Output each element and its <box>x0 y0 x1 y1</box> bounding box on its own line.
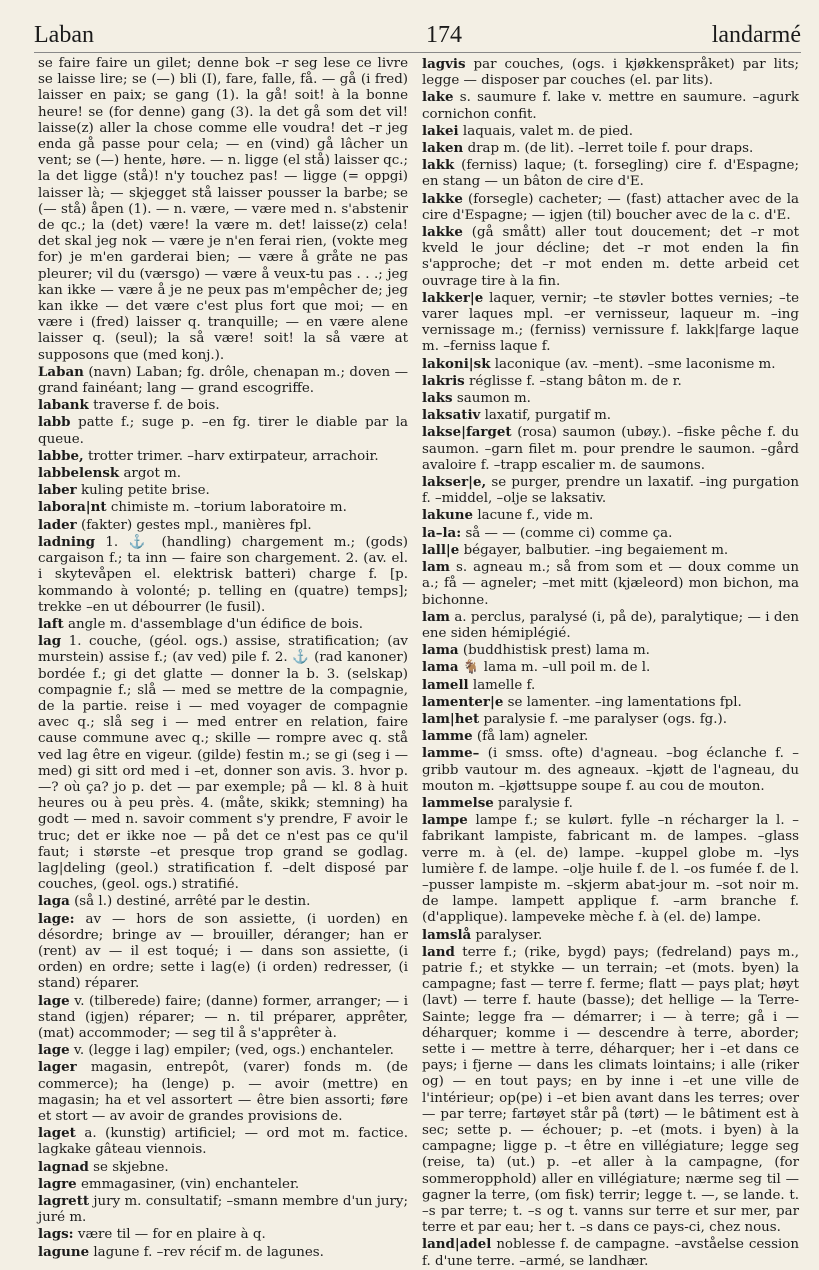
entry-definition: chimiste m. –torium laboratoire m. <box>110 500 347 516</box>
entry-definition: laxatif, purgatif m. <box>484 408 612 424</box>
entry-definition: (fakter) gestes mpl., manières fpl. <box>80 517 312 533</box>
entry-definition: s. saumure f. lake v. mettre en saumure. –agurk cornichon confit. <box>422 90 799 122</box>
entry-headword: laber <box>38 482 77 499</box>
dictionary-entry <box>422 290 799 356</box>
entry-headword: lakk <box>422 157 455 174</box>
entry-headword: la–la: <box>422 524 462 541</box>
dictionary-entry <box>422 542 799 559</box>
dictionary-entry <box>38 364 408 397</box>
entry-headword: lage <box>38 1042 70 1059</box>
entry-definition: (i smss. ofte) d'agneau. –bog éclanche f. –gribb vautour m. des agneaux. –kjøtt de l'agneau, du mouton m. –kjøttsuppe soupe f. au cou de mouton. <box>422 746 799 794</box>
entry-definition: lagune f. –rev récif m. de lagunes. <box>93 1244 324 1260</box>
entry-headword: lakke <box>422 224 463 241</box>
dictionary-entry <box>422 642 799 659</box>
entry-headword: lakke <box>422 190 463 207</box>
entry-headword: labank <box>38 397 89 414</box>
dictionary-entry <box>38 1193 408 1226</box>
entry-definition: laconique (av. –ment). –sme laconisme m. <box>494 356 776 372</box>
dictionary-entry <box>38 1042 408 1059</box>
dictionary-entry <box>422 56 799 89</box>
entry-definition: bégayer, balbutier. –ing begaiement m. <box>463 542 729 558</box>
entry-definition: (få lam) agneler. <box>476 729 589 745</box>
entry-headword: labbelensk <box>38 465 120 482</box>
dictionary-entry <box>38 1244 408 1261</box>
entry-definition: jury m. consultatif; –smann membre d'un jury; juré m. <box>38 1194 408 1226</box>
entry-definition: 🐐 lama m. –ull poil m. de l. <box>462 660 651 676</box>
entry-headword: laksativ <box>422 407 481 424</box>
dictionary-entry <box>422 123 799 140</box>
entry-definition: (gå smått) aller tout doucement; det –r mot kveld le jour décline; det –r mot enden la fin s'approche; det –r mot enden m. dette arbeid cet ouvrage tire à la fin. <box>422 225 799 289</box>
entry-definition: paralysie f. <box>498 795 573 811</box>
entry-definition: 1. couche, (géol. ogs.) assise, stratification; (av murstein) assise f.; (av ved) pile f. 2. ⚓ (rad kanoner) bordée f.; gi det glatte — donner la b. 3. (selskap) compagnie f.; slå — med se mettre de la compagnie, de la partie. reise i — med voyager de compagnie avec q.; slå seg i — med entrer en relation, faire cause commune avec q.; skille — rompre avec q. stå ved lag être en vigeur. (gilde) festin m.; se gi (seg i — med) gi sitt ord med i –et, donner son avis. 3. hvor p. —? où ça? jo p. det — par exemple; på — kl. 8 à huit heures ou à peu près. 4. (måte, skikk; stemning) ha godt — med n. savoir comment s'y prendre, F avoir le truc; det er ikke noe — på det ce n'est pas ce qu'il faut; i største –et presque trop grand se godlag. lag|deling (geol.) stratification f. –delt disposé par couches, (geol. ogs.) stratifié. <box>38 634 408 893</box>
dictionary-entry <box>422 559 799 609</box>
entry-headword: lam|het <box>422 710 480 727</box>
entry-headword: laga <box>38 893 70 910</box>
dictionary-entry <box>422 390 799 407</box>
entry-headword: lamslå <box>422 926 472 943</box>
entry-definition: trotter trimer. –harv extirpateur, arrachoir. <box>87 448 379 464</box>
entry-headword: lakker|e <box>422 289 484 306</box>
dictionary-entry <box>422 507 799 524</box>
dictionary-entry <box>422 140 799 157</box>
dictionary-entry <box>38 1159 408 1176</box>
dictionary-entry <box>422 474 799 507</box>
entry-headword: labb <box>38 414 71 431</box>
entry-headword: lagvis <box>422 56 466 72</box>
entry-definition: av — hors de son assiette, (i uorden) en désordre; bringe av — brouiller, déranger; han er (rent) av — il est toqué; i — dans son assiette, (i orden) en ordre; sette i lag(e) (i orden) redresser, (i stand) réparer. <box>38 911 408 992</box>
dictionary-entry <box>422 157 799 190</box>
entry-headword: labbe, <box>38 447 84 464</box>
entry-headword: lama <box>422 659 459 676</box>
entry-definition: emmagasiner, (vin) enchanteler. <box>80 1176 300 1192</box>
entry-definition: (så l.) destiné, arrêté par le destin. <box>74 894 311 910</box>
dictionary-entry <box>38 534 408 616</box>
entry-headword: ladning <box>38 533 96 550</box>
entry-headword: labora|nt <box>38 499 107 516</box>
dictionary-entry <box>38 465 408 482</box>
left-column <box>38 56 409 1260</box>
entry-definition: (navn) Laban; fg. drôle, chenapan m.; doven — grand fainéant; lang — grand escogriffe. <box>38 364 408 397</box>
dictionary-entry <box>38 482 408 499</box>
entry-definition: s. agneau m.; så from som et — doux comme un a.; få — agneler; –met mitt (kjæleord) mon bichon, ma bichonne. <box>422 560 799 608</box>
entry-definition: paralyser. <box>475 927 543 943</box>
entry-definition: se lamenter. –ing lamentations fpl. <box>507 694 742 710</box>
dictionary-entry <box>38 633 408 893</box>
entry-definition: saumon m. <box>456 391 531 407</box>
dictionary-entry <box>38 993 408 1043</box>
entry-definition: (buddhistisk prest) lama m. <box>462 643 650 659</box>
entry-headword: lager <box>38 1059 77 1076</box>
entry-headword: lamme– <box>422 745 480 762</box>
dictionary-entry <box>422 795 799 812</box>
dictionary-entry <box>38 414 408 447</box>
dictionary-entry <box>422 812 799 926</box>
entry-headword: lag <box>38 633 62 650</box>
entry-definition: (forsegle) cacheter; — (fast) attacher avec de la cire d'Espagne; — igjen (til) boucher avec de la c. d'E. <box>422 191 800 223</box>
dictionary-entry <box>422 609 799 642</box>
dictionary-entry <box>38 616 408 633</box>
entry-headword: lampe <box>422 812 468 829</box>
dictionary-entry <box>38 1125 408 1158</box>
header-first-word: Laban <box>34 22 94 48</box>
entry-definition: v. (tilberede) faire; (danne) former, arranger; — i stand (igjen) réparer; — n. til préparer, apprêter, (mat) accommoder; — seg til å s'apprêter à. <box>38 993 408 1041</box>
entry-definition: se purger, prendre un laxatif. –ing purgation f. –middel, –olje se laksativ. <box>422 475 799 507</box>
entry-headword: land <box>422 943 455 960</box>
entry-headword: lakser|e, <box>422 474 487 491</box>
entry-headword: lall|e <box>422 541 460 558</box>
dictionary-entry <box>422 659 799 676</box>
entry-definition: lampe f.; se kulørt. fylle –n récharger la l. –fabrikant lampiste, fabricant m. de lampes. –glass verre m. à (el. de) lampe. –kuppel globe m. –lys lumière f. de lampe. –olje huile f. de l. –os fumée f. de l. –pusser lampiste m. –skjerm abat-jour m. –sot noir m. de lampe. lampett applique f. –arm branche f. (d'applique). lampeveke mèche f. à (el. de) lampe. <box>422 813 799 926</box>
entry-headword: lagre <box>38 1175 77 1192</box>
entry-definition: argot m. <box>123 466 182 482</box>
entry-definition: paralysie f. –me paralyser (ogs. fg.). <box>483 711 727 727</box>
entry-definition: se faire faire un gilet; denne bok –r seg lese ce livre se laisse lire; se (—) bli (I), fare, falle, få. — gå (i fred) laisser en paix; se gang (1). la gå! soit! à la bonne heure! se (for denne) gang (3). la det gå som det vil! laisse(z) aller la chose comme elle voudra! det –r jeg enda gå passe pour cela; — en (vind) gå lâcher un vent; se (—) hente, høre. — n. ligge (el stå) laisser qc.; la det ligge (stå)! n'y touchez pas! — ligge (= oppgi) laisser là; — skjegget stå laisser pousser la barbe; se (— stå) åpen (1). — n. være, — være med n. s'abstenir de qc.; la (det) være! la være m. det! laisse(z) cela! det skal jeg nok — være je n'en ferai rien, (vokte meg for) je m'en garderai bien; — være å gråte ne pas pleurer; vil du (værsgo) — være å veux-tu pas . . .; jeg kan ikke — være å je ne peux pas m'empêcher de; jeg kan ikke — det være c'est plus fort que moi; — en være i (fred) laisser q. tranquille; — en være alene laisser q. (seul); la så være! soit! la så være at supposons que (med konj.). <box>38 56 408 363</box>
entry-headword: lamme <box>422 728 473 745</box>
entry-headword: lama <box>422 642 459 659</box>
entry-headword: lakei <box>422 122 459 139</box>
dictionary-entry <box>38 448 408 465</box>
entry-definition: angle m. d'assemblage d'un édifice de bois. <box>67 616 363 632</box>
entry-definition: (rosa) saumon (ubøy.). –fiske pêche f. du saumon. –garn filet m. pour prendre le saumon. –gård avaloire f. –trapp escalier m. de saumons. <box>422 425 799 473</box>
dictionary-entry <box>422 356 799 373</box>
entry-definition: så — — (comme ci) comme ça. <box>465 525 673 541</box>
entry-headword: lagrett <box>38 1193 90 1210</box>
entry-definition: laquer, vernir; –te støvler bottes vernies; –te varer laques mpl. –er vernisseur, laqueur m. –ing vernissage m.; (ferniss) vernissure f. lakk|farge laque m. –ferniss laque f. <box>422 290 799 355</box>
entry-definition: réglisse f. –stang bâton m. de r. <box>469 373 682 389</box>
entry-definition: traverse f. de bois. <box>93 398 220 414</box>
dictionary-entry <box>422 1236 799 1269</box>
entry-headword: lagnad <box>38 1158 89 1175</box>
entry-definition: magasin, entrepôt, (varer) fonds m. (de commerce); ha (lenge) p. — avoir (mettre) en magasin; ha et vel assortert — être bien assorti; føre et stort — av avoir de grandes provisions de. <box>38 1060 408 1124</box>
dictionary-entry <box>422 694 799 711</box>
dictionary-entry <box>422 373 799 390</box>
dictionary-entry <box>422 224 799 290</box>
header-rule <box>34 52 801 53</box>
header-last-word: landarmé <box>711 22 801 48</box>
entry-definition: par couches, (ogs. i kjøkkenspråket) par lits; legge — disposer par couches (el. par lits). <box>422 57 799 89</box>
dictionary-entry <box>38 1176 408 1193</box>
dictionary-entry <box>422 424 799 474</box>
entry-headword: lam <box>422 559 450 576</box>
dictionary-entry <box>422 89 799 122</box>
dictionary-entry <box>422 677 799 694</box>
dictionary-entry <box>38 1059 408 1125</box>
entry-definition: se skjebne. <box>93 1159 169 1175</box>
dictionary-entry <box>38 56 408 364</box>
entry-headword: lags: <box>38 1226 74 1243</box>
dictionary-entry <box>38 893 408 910</box>
page-header <box>34 14 801 54</box>
entry-definition: drap m. (de lit). –lerret toile f. pour draps. <box>467 141 754 157</box>
entry-headword: lader <box>38 516 77 533</box>
entry-headword: laks <box>422 390 453 407</box>
entry-definition: noblesse f. de campagne. –avståelse cession f. d'une terre. –armé, se landhær. <box>422 1237 799 1269</box>
entry-definition: (ferniss) laque; (t. forsegling) cire f. d'Espagne; en stang — un bâton de cire d'E. <box>422 158 799 190</box>
entry-headword: laken <box>422 140 464 157</box>
entry-headword: lagune <box>38 1243 90 1260</box>
entry-headword: lage <box>38 992 70 1009</box>
entry-headword: Laban <box>38 363 84 380</box>
dictionary-entry <box>422 745 799 795</box>
entry-headword: lammelse <box>422 794 494 811</box>
entry-definition: lamelle f. <box>472 677 536 693</box>
entry-headword: lage: <box>38 910 75 927</box>
entry-headword: lakune <box>422 507 474 524</box>
dictionary-entry <box>38 517 408 534</box>
entry-definition: patte f.; suge p. –en fg. tirer le diable par la queue. <box>38 415 409 447</box>
dictionary-entry <box>422 407 799 424</box>
dictionary-entry <box>422 944 799 1237</box>
dictionary-entry <box>422 927 799 944</box>
dictionary-entry <box>38 397 408 414</box>
entry-headword: lamenter|e <box>422 693 504 710</box>
entry-definition: terre f.; (rike, bygd) pays; (fedreland) pays m., patrie f.; et stykke — un terrain; –et (mots. byen) la campagne; fast — terre f. ferme; flatt — pays plat; høyt (lavt) — terre f. haute (basse); det hellige — la Terre-Sainte; legge fra — démarrer; i — à terre; gå i — déharquer; komme i — descendre à terre, aborder; sette i — mettre à terre, déharquer; her i –et dans ce pays; i fjerne — dans les climats lointains; i alle (riker og) — en tout pays; en by inne i –et une ville de l'intérieur; op(pe) i –et bien avant dans les terres; over — par terre; fartøyet står på (tørt) — le bâtiment est à sec; sette p. — échouer; p. –et (mots. i byen) à la campagne; ligge p. –t être en villégiature; legge seg (reise, ta) (ut.) p. –et aller à la campagne, (for sommeropphold) aller en villégiature; nærme seg til — gagner la terre, (om fisk) terrir; legge t. —, se lande. t. –s par terre; t. –s og t. vanns sur terre et sur mer, par terre et par eau; her t. –s dans ce pays-ci, chez nous. <box>422 944 799 1236</box>
right-column <box>422 56 800 1269</box>
dictionary-entry <box>422 728 799 745</box>
entry-headword: laget <box>38 1125 76 1142</box>
page-number: 174 <box>426 22 462 48</box>
entry-headword: lam <box>422 608 450 625</box>
entry-definition: laquais, valet m. de pied. <box>462 123 633 139</box>
entry-definition: kuling petite brise. <box>80 483 210 499</box>
dictionary-entry <box>422 711 799 728</box>
entry-definition: v. (legge i lag) empiler; (ved, ogs.) enchanteler. <box>73 1043 394 1059</box>
dictionary-entry <box>38 499 408 516</box>
entry-headword: land|adel <box>422 1236 492 1253</box>
dictionary-entry <box>38 1226 408 1243</box>
entry-headword: lakoni|sk <box>422 355 491 372</box>
entry-definition: være til — for en plaire à q. <box>77 1227 266 1243</box>
entry-headword: lakse|farget <box>422 424 512 441</box>
dictionary-entry <box>422 525 799 542</box>
entry-definition: lacune f., vide m. <box>477 508 594 524</box>
entry-definition: 1. ⚓ (handling) chargement m.; (gods) cargaison f.; ta inn — faire son chargement. 2. (av. el. i skytevåpen el. elektrisk batteri) charge f. [p. kommando à volonté; p. telling en (quatre) temps]; trekke –en ut débourrer (le fusil). <box>38 534 408 615</box>
entry-headword: laft <box>38 615 64 632</box>
dictionary-entry <box>38 911 408 993</box>
entry-definition: a. (kunstig) artificiel; — ord mot m. factice. lagkake gâteau viennois. <box>38 1126 408 1158</box>
entry-headword: lake <box>422 89 454 106</box>
entry-headword: lakris <box>422 372 465 389</box>
entry-definition: a. perclus, paralysé (i, på de), paralytique; — i den ene siden hémiplégié. <box>422 609 799 641</box>
entry-headword: lamell <box>422 676 469 693</box>
dictionary-entry <box>422 191 799 224</box>
